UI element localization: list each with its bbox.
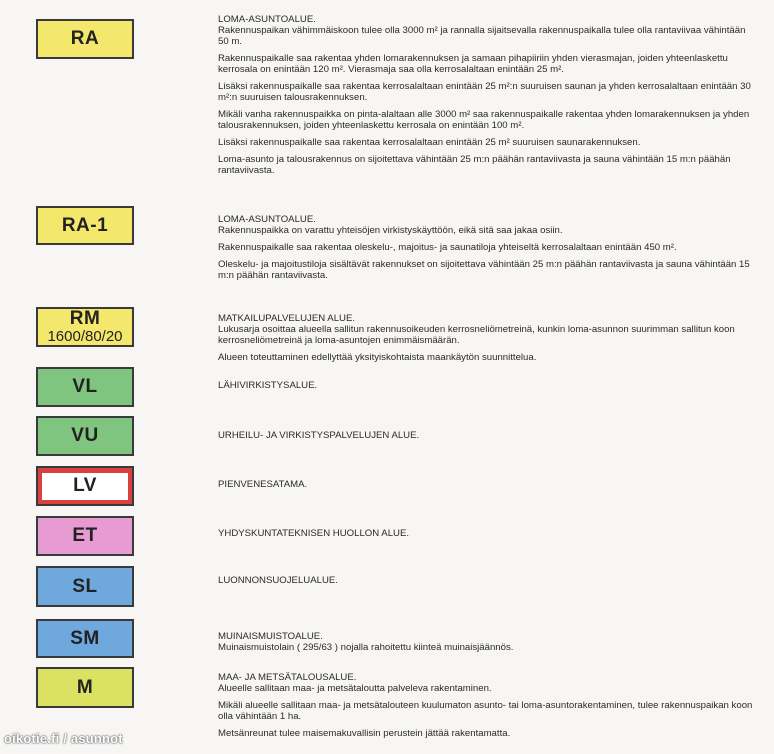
legend-paragraph: Rakennuspaikalle saa rakentaa oleskelu-, majoitus- ja saunatiloja yhteiseltä kerrosalaltaan enintään 450 m².: [218, 242, 677, 253]
legend-swatch-sl: [36, 566, 134, 607]
legend-description-et: [218, 528, 758, 539]
legend-paragraph: Lukusarja osoittaa alueella sallitun rakennusoikeuden kerrosneliömetreinä, kunkin loma-asunnon suurimman sallitun koon kerrosneliömetreinä ja loma-asuntojen enimmäismäärän.: [218, 324, 735, 346]
legend-description-vu: [218, 430, 758, 441]
legend-swatch-rm: [36, 307, 134, 347]
legend-code: VL: [72, 376, 98, 397]
legend-title: MATKAILUPALVELUJEN ALUE.: [218, 313, 356, 324]
legend-paragraph: Metsänreunat tulee maisemakuvallisin perustein jättää rakentamatta.: [218, 728, 511, 739]
legend-paragraph: Mikäli vanha rakennuspaikka on pinta-alaltaan alle 3000 m² saa rakennuspaikalle rakentaa yhden lomarakennuksen ja yhden talousrakennuksen, joiden yhteenlaskettu kerrosala on enintään 100 m².: [218, 109, 750, 131]
legend-title: LOMA-ASUNTOALUE.: [218, 14, 316, 25]
legend-code: M: [76, 676, 94, 698]
legend-paragraph: Rakennuspaikalle saa rakentaa yhden lomarakennuksen ja samaan pihapiiriin yhden vierasmajan, joiden yhteenlaskettu kerrosala on enintään 120 m². Vierasmaja saa olla kerrosalaltaan enintään 25 m².: [218, 53, 728, 75]
legend-swatch-sm: [36, 619, 134, 658]
legend-swatch-et: [36, 516, 134, 556]
legend-swatch-lv: [36, 466, 134, 506]
legend-title: YHDYSKUNTATEKNISEN HUOLLON ALUE.: [218, 528, 410, 539]
legend-swatch-ra: [36, 19, 134, 59]
legend-paragraph: Muinaismuistolain ( 295/63 ) nojalla rahoitettu kiinteä muinaisjäännös.: [218, 642, 514, 653]
legend-paragraph: Lisäksi rakennuspaikalle saa rakentaa kerrosalaltaan enintään 25 m²:n suuruisen saunan ja yhden kerrosalaltaan enintään 30 m²:n suuruisen talousrakennuksen.: [218, 81, 751, 103]
legend-description-m: [218, 672, 758, 745]
legend-description-sl: [218, 575, 758, 586]
legend-code: LV: [73, 475, 97, 496]
legend-paragraph: Oleskelu- ja majoitustiloja sisältävät rakennukset on sijoitettava vähintään 25 m:n päähän rantaviivasta ja sauna vähintään 15 m:n päähän rantaviivasta.: [218, 259, 750, 281]
legend-paragraph: Alueen toteuttaminen edellyttää yksityiskohtaista maankäytön suunnittelua.: [218, 352, 537, 363]
legend-code: ET: [72, 525, 98, 546]
legend-subcode: 1600/80/20: [47, 328, 123, 345]
legend-code: VU: [71, 425, 99, 446]
legend-title: LÄHIVIRKISTYSALUE.: [218, 380, 318, 391]
legend-title: URHEILU- JA VIRKISTYSPALVELUJEN ALUE.: [218, 430, 420, 441]
legend-title: LUONNONSUOJELUALUE.: [218, 575, 338, 586]
legend-code: RA-1: [61, 214, 109, 236]
legend-description-vl: [218, 380, 758, 391]
legend-code: SL: [72, 575, 98, 597]
legend-description-sm: [218, 631, 758, 659]
legend-paragraph: Mikäli alueelle sallitaan maa- ja metsätalouteen kuulumaton asunto- tai loma-asuntorakentaminen, tulee rakennuspaikan koon olla vähintään 1 ha.: [218, 700, 753, 722]
legend-swatch-vl: [36, 367, 134, 407]
legend-description-ra-1: [218, 214, 758, 287]
legend-paragraph: Rakennuspaikan vähimmäiskoon tulee olla 3000 m² ja rannalla sijaitsevalla rakennuspaikalla tulee olla rantaviivaa vähintään 50 m.: [218, 25, 746, 47]
watermark: oikotie.fi / asunnot: [4, 731, 123, 746]
legend-description-rm: [218, 313, 758, 369]
legend-swatch-vu: [36, 416, 134, 456]
legend-title: LOMA-ASUNTOALUE.: [218, 214, 316, 225]
legend-code: RA: [70, 28, 100, 49]
legend-code: SM: [70, 627, 100, 649]
legend-code: RM: [69, 308, 101, 329]
legend-paragraph: Rakennuspaikka on varattu yhteisöjen virkistyskäyttöön, eikä sitä saa jakaa osiin.: [218, 225, 563, 236]
legend-paragraph: Alueelle sallitaan maa- ja metsätaloutta palveleva rakentaminen.: [218, 683, 492, 694]
legend-paragraph: Loma-asunto ja talousrakennus on sijoitettava vähintään 25 m:n päähän rantaviivasta ja sauna vähintään 15 m:n päähän rantaviivasta.: [218, 154, 731, 176]
legend-description-ra: [218, 14, 758, 182]
legend-title: MUINAISMUISTOALUE.: [218, 631, 323, 642]
legend-description-lv: [218, 479, 758, 490]
legend-title: PIENVENESATAMA.: [218, 479, 308, 490]
legend-swatch-m: [36, 667, 134, 708]
legend-swatch-ra-1: [36, 206, 134, 245]
legend-title: MAA- JA METSÄTALOUSALUE.: [218, 672, 357, 683]
legend-paragraph: Lisäksi rakennuspaikalle saa rakentaa kerrosalaltaan enintään 25 m² suuruisen saunarakennuksen.: [218, 137, 641, 148]
